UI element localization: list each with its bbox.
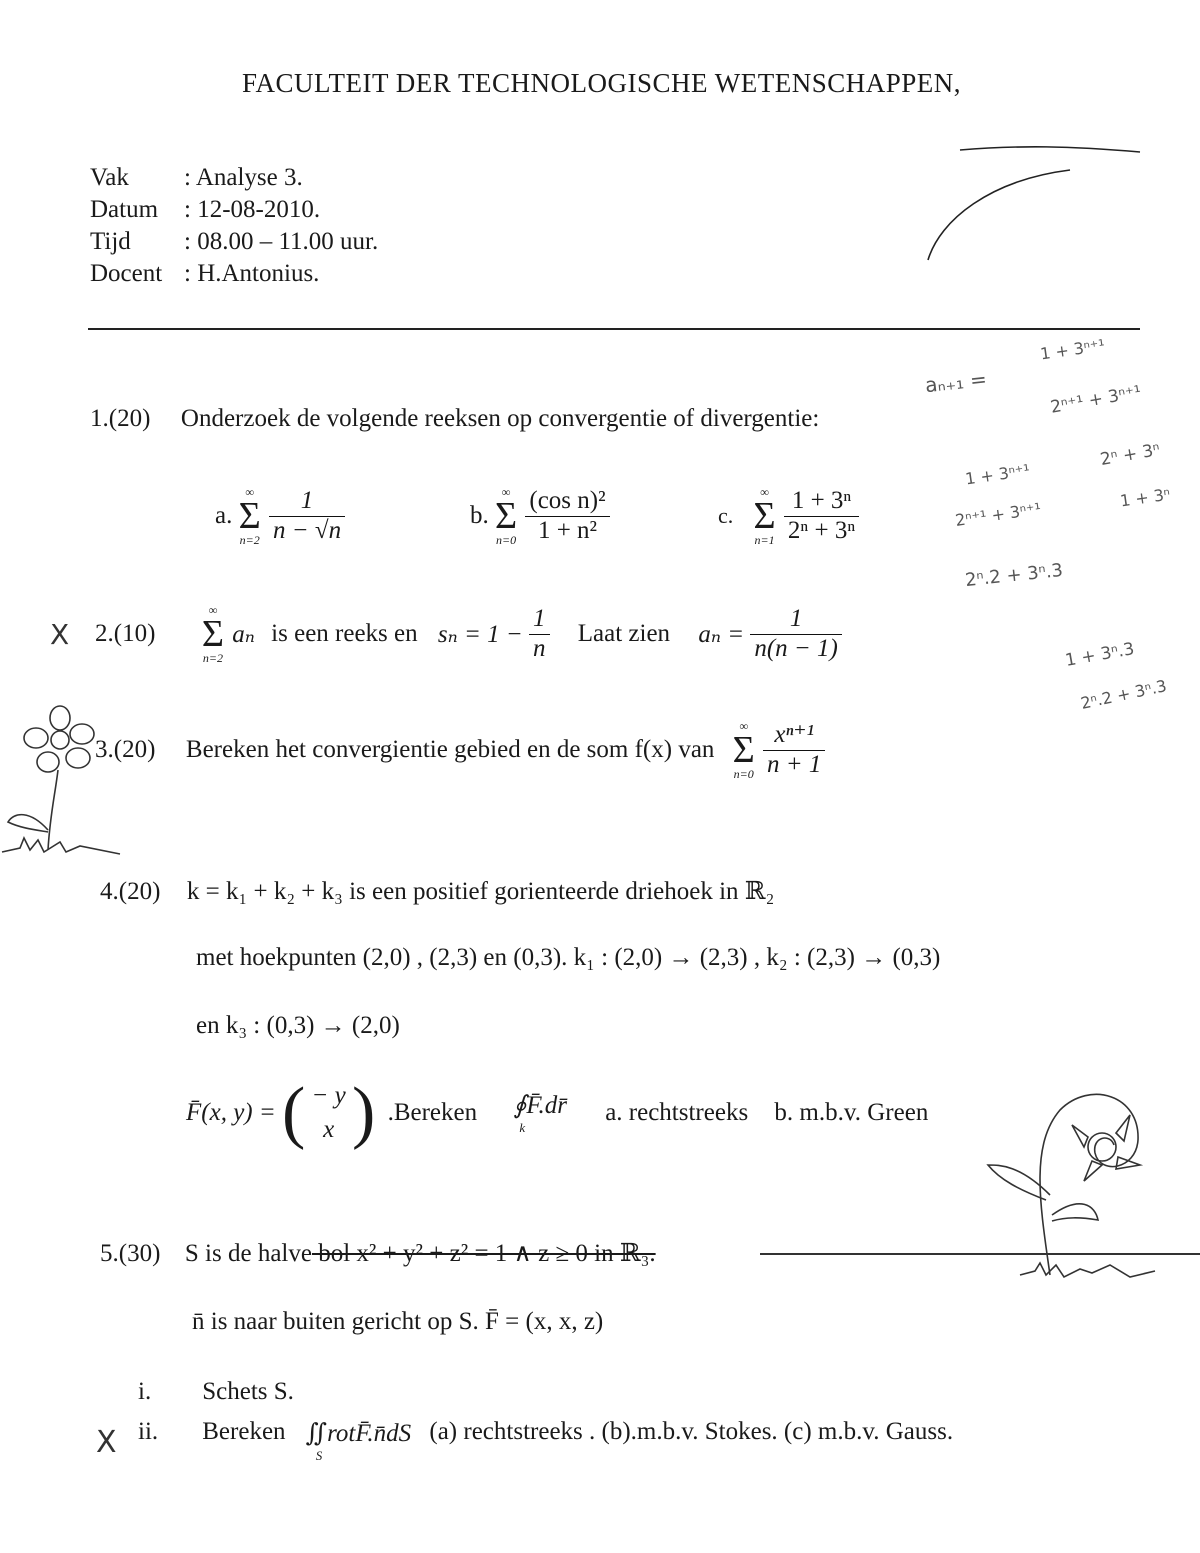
exam-meta bbox=[90, 162, 382, 290]
strike-extension-line bbox=[760, 1253, 1200, 1255]
q4-line1 bbox=[100, 876, 774, 906]
q1-b-numerator: (cos n)² bbox=[525, 487, 609, 517]
q5-part-ii bbox=[138, 1418, 953, 1464]
q1-c-sum bbox=[754, 486, 776, 546]
q1-number: 1.(20) bbox=[90, 405, 151, 432]
q5-line1 bbox=[100, 1238, 656, 1268]
q2-an: aₙ = bbox=[698, 621, 745, 648]
q1-a-numerator: 1 bbox=[269, 487, 345, 517]
q4-field: F̄(x, y) = bbox=[186, 1099, 276, 1126]
q1-c-sum-bottom: n=1 bbox=[754, 533, 775, 547]
q2-an-numerator: 1 bbox=[750, 605, 842, 635]
q5-line1-a: S is de halve bbox=[184, 1240, 312, 1267]
q5-ii-text1: Bereken bbox=[202, 1418, 286, 1445]
header-divider bbox=[88, 328, 1140, 330]
q1-a-sum bbox=[239, 486, 261, 546]
q1-c-fraction bbox=[784, 487, 859, 546]
faculty-title: FACULTEIT DER TECHNOLOGISCHE WETENSCHAPPEN, bbox=[242, 68, 962, 98]
scribble-10: 2ⁿ.2 + 3ⁿ.3 bbox=[1078, 676, 1169, 713]
q4-part-b: b. m.b.v. Green bbox=[774, 1099, 929, 1126]
q5-integral-expr: ∬rotF̄.n̄dS bbox=[305, 1420, 412, 1447]
scribble-3: 2ⁿ⁺¹ + 3ⁿ⁺¹ bbox=[1048, 382, 1143, 418]
q1-a-denominator: n − √n bbox=[272, 516, 342, 544]
q1-b-sum bbox=[495, 486, 517, 546]
q5-number: 5.(30) bbox=[100, 1240, 161, 1267]
q1-part-c bbox=[718, 486, 859, 546]
q2-line bbox=[95, 604, 842, 664]
q4-bereken: .Bereken bbox=[387, 1099, 478, 1126]
q1-c-sum-top: ∞ bbox=[760, 485, 769, 499]
spiral-flower-doodle-icon bbox=[980, 1085, 1200, 1285]
q2-an-denominator: n(n − 1) bbox=[754, 634, 838, 662]
q1-a-sum-top: ∞ bbox=[245, 485, 254, 499]
q3-sum bbox=[733, 720, 755, 780]
q1-text: Onderzoek de volgende reeksen op convergentie of divergentie: bbox=[180, 405, 820, 432]
vak-value: : Analyse 3. bbox=[184, 164, 303, 191]
q1-b-sum-top: ∞ bbox=[501, 485, 511, 499]
q3-fraction bbox=[763, 721, 825, 780]
q2-text1: is een reeks en bbox=[271, 620, 418, 647]
sigma-symbol: Σ bbox=[732, 729, 755, 771]
q4-vector-bottom: x bbox=[323, 1116, 335, 1143]
scribble-4: 1 + 3ⁿ⁺¹ bbox=[963, 460, 1032, 489]
q2-sn-denominator: n bbox=[533, 634, 546, 662]
sigma-symbol: Σ bbox=[238, 495, 261, 537]
q4-integral-sub: k bbox=[519, 1120, 526, 1135]
q5-ii-text2: (a) rechtstreeks . (b).m.b.v. Stokes. (c) m.b.v. Gauss. bbox=[429, 1418, 954, 1445]
q5-integral-sub: S bbox=[315, 1448, 323, 1463]
scribble-6: 2ⁿ + 3ⁿ bbox=[1098, 439, 1162, 471]
scribble-5: 2ⁿ⁺¹ + 3ⁿ⁺¹ bbox=[954, 499, 1043, 530]
q2-sn-numerator: 1 bbox=[529, 605, 550, 635]
tijd-value: : 08.00 – 11.00 uur. bbox=[184, 228, 379, 255]
q4-number: 4.(20) bbox=[100, 878, 161, 905]
q3-sum-bottom: n=0 bbox=[733, 767, 754, 781]
q5-i-text: Schets S. bbox=[202, 1378, 294, 1405]
q1-line bbox=[90, 405, 819, 433]
scribble-9: 1 + 3ⁿ.3 bbox=[1063, 639, 1136, 671]
q1-part-b bbox=[470, 486, 610, 546]
q2-sum-top: ∞ bbox=[208, 603, 218, 617]
q2-sn: sₙ = 1 − bbox=[437, 621, 523, 648]
scribble-8: 2ⁿ.2 + 3ⁿ.3 bbox=[964, 559, 1064, 592]
q2-number: 2.(10) bbox=[95, 620, 156, 647]
q4-field-line bbox=[186, 1074, 929, 1151]
q1-c-denominator: 2ⁿ + 3ⁿ bbox=[787, 516, 856, 544]
q1-b-denominator: 1 + n² bbox=[537, 516, 598, 544]
q1-b-sum-bottom: n=0 bbox=[496, 533, 517, 547]
q5-part-i bbox=[138, 1378, 294, 1406]
q1-a-sum-bottom: n=2 bbox=[239, 533, 260, 547]
sigma-symbol: Σ bbox=[495, 495, 518, 537]
q2-term: aₙ bbox=[232, 621, 255, 648]
x-mark-q5: X bbox=[96, 1425, 117, 1460]
q2-sn-fraction bbox=[529, 605, 550, 664]
scribble-7: 1 + 3ⁿ bbox=[1118, 484, 1172, 511]
docent-label: Docent bbox=[90, 260, 163, 287]
q4-integral-expr: ∮F̄.dr̄ bbox=[513, 1092, 567, 1119]
q5-surface-integral bbox=[306, 1418, 411, 1464]
q1-c-numerator: 1 + 3ⁿ bbox=[784, 487, 859, 517]
sigma-symbol: Σ bbox=[753, 495, 776, 537]
datum-value: : 12-08-2010. bbox=[184, 196, 321, 223]
q1-part-a bbox=[215, 486, 345, 546]
q5-ii-label: ii. bbox=[138, 1418, 159, 1445]
vak-label: Vak bbox=[90, 164, 129, 191]
q5-i-label: i. bbox=[138, 1378, 152, 1405]
sigma-symbol: Σ bbox=[201, 613, 225, 655]
x-mark-q2: X bbox=[50, 618, 70, 651]
tijd-label: Tijd bbox=[90, 228, 131, 255]
q1-a-fraction bbox=[269, 487, 345, 546]
q5-line1-b: bol x² + y² + z² = 1 ∧ z ≥ 0 in ℝ₃. bbox=[311, 1240, 656, 1267]
q4-line3: en k₃ : (0,3) → (2,0) bbox=[196, 1012, 400, 1039]
q4-vector bbox=[312, 1079, 346, 1147]
right-paren-icon: ) bbox=[352, 1074, 376, 1151]
pen-stroke-doodle-icon bbox=[900, 110, 1200, 270]
q1-a-label: a. bbox=[215, 502, 233, 529]
q4-line1-text: k = k₁ + k₂ + k₃ is een positief gorienteerde driehoek in ℝ₂ bbox=[186, 878, 775, 905]
q3-denominator: n + 1 bbox=[767, 750, 822, 778]
scribble-2: 1 + 3ⁿ⁺¹ bbox=[1038, 335, 1107, 364]
q4-vector-top: − y bbox=[311, 1082, 346, 1109]
q2-text2: Laat zien bbox=[577, 620, 671, 647]
q1-b-label: b. bbox=[470, 502, 489, 529]
q1-c-label: c. bbox=[718, 503, 734, 528]
q1-b-fraction bbox=[525, 487, 609, 546]
q3-sum-top: ∞ bbox=[739, 719, 749, 733]
q5-line2: n̄ is naar buiten gericht op S. F̄ = (x, x, z) bbox=[192, 1308, 604, 1335]
datum-label: Datum bbox=[90, 196, 159, 223]
q3-line bbox=[95, 720, 825, 780]
docent-value: : H.Antonius. bbox=[184, 260, 320, 287]
q2-sum bbox=[202, 604, 224, 664]
q2-sum-bottom: n=2 bbox=[202, 651, 224, 665]
q3-numerator: xⁿ⁺¹ bbox=[763, 721, 825, 751]
q4-part-a: a. rechtstreeks bbox=[605, 1099, 749, 1126]
q3-number: 3.(20) bbox=[95, 736, 156, 763]
q2-an-fraction bbox=[750, 605, 842, 664]
q3-text: Bereken het convergientie gebied en de som f(x) van bbox=[185, 736, 715, 763]
q4-line2: met hoekpunten (2,0) , (2,3) en (0,3). k₁ : (2,0) → (2,3) , k₂ : (2,3) → (0,3) bbox=[196, 944, 941, 971]
q4-line-integral bbox=[513, 1090, 567, 1136]
left-paren-icon: ( bbox=[281, 1074, 306, 1151]
scribble-1: aₙ₊₁ = bbox=[923, 366, 989, 398]
